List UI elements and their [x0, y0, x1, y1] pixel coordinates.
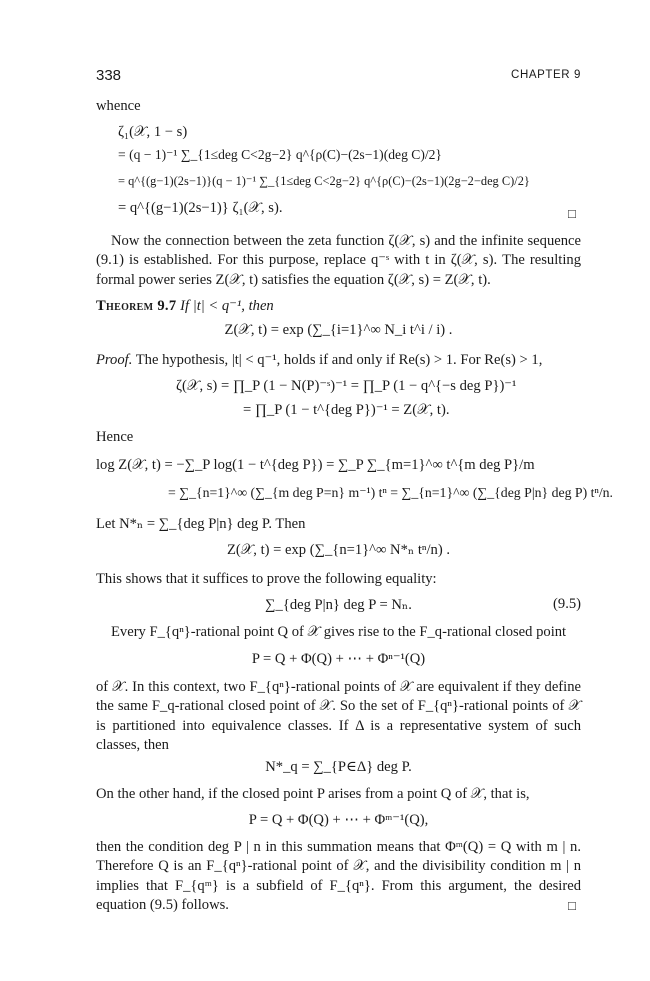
equation-number: (9.5) [553, 596, 581, 612]
equation-line: ζ₁(𝒳, 1 − s) [118, 124, 188, 140]
text-let: Let N*ₙ = ∑_{deg P|n} deg P. Then [96, 516, 306, 532]
equation-line: ζ(𝒳, s) = ∏_P (1 − N(P)⁻ˢ)⁻¹ = ∏_P (1 − q^{−s deg P})⁻¹ [176, 378, 517, 394]
qed-symbol: □ [568, 898, 576, 913]
equation-line: log Z(𝒳, t) = −∑_P log(1 − t^{deg P}) = ∑_P ∑_{m=1}^∞ t^{m deg P}/m [96, 457, 535, 473]
paragraph: of 𝒳. In this context, two F_{qⁿ}-rational points of 𝒳 are equivalent if they define the same F_q-rational closed point of 𝒳. So the set of F_{qⁿ}-rational points of 𝒳 is partitioned into equivalence classes. If Δ is a representative system of such classes, then [96, 679, 581, 753]
paragraph: Every F_{qⁿ}-rational point Q of 𝒳 gives rise to the F_q-rational closed point [111, 624, 567, 640]
display-equation: Z(𝒳, t) = exp (∑_{n=1}^∞ N*ₙ tⁿ/n) . [226, 542, 451, 558]
proof-text: The hypothesis, |t| < q⁻¹, holds if and only if Re(s) > 1. For Re(s) > 1, [135, 352, 543, 368]
equation-line: = q^{(g−1)(2s−1)}(q − 1)⁻¹ ∑_{1≤deg C<2g−2} q^{ρ(C)−(2s−1)(2g−2−deg C)/2} [118, 174, 530, 188]
text-whence: whence [96, 98, 141, 114]
equation-line: = ∑_{n=1}^∞ (∑_{m deg P=n} m⁻¹) tⁿ = ∑_{n=1}^∞ (∑_{deg P|n} deg P) tⁿ/n. [168, 485, 614, 500]
theorem-title: Theorem 9.7 [96, 298, 177, 314]
display-equation: P = Q + Φ(Q) + ⋯ + Φⁿ⁻¹(Q) [251, 651, 426, 667]
display-equation: N*_q = ∑_{P∈Δ} deg P. [265, 759, 412, 775]
theorem-statement: If |t| < q⁻¹, then [180, 298, 274, 314]
display-equation: P = Q + Φ(Q) + ⋯ + Φᵐ⁻¹(Q), [248, 812, 429, 828]
equation-line: = (q − 1)⁻¹ ∑_{1≤deg C<2g−2} q^{ρ(C)−(2s−1)(deg C)/2} [118, 147, 442, 162]
running-header [96, 67, 581, 87]
chapter-label: CHAPTER 9 [511, 69, 581, 81]
page-number: 338 [96, 67, 122, 84]
paragraph: then the condition deg P | n in this summation means that Φᵐ(Q) = Q with m | n. Therefore Q is an F_{qⁿ}-rational point of 𝒳, and the divisibility condition m | n implies that F_{qᵐ} is a subfield of F_{qⁿ}. From this argument, the desired equation (9.5) follows. [96, 839, 581, 913]
display-equation: Z(𝒳, t) = exp (∑_{i=1}^∞ N_i t^i / i) . [224, 322, 453, 338]
qed-symbol: □ [568, 206, 576, 221]
proof-line [96, 351, 542, 369]
paragraph: Now the connection between the zeta function ζ(𝒳, s) and the infinite sequence (9.1) is established. For this purpose, replace q⁻ˢ with t in ζ(𝒳, s). The resulting formal power series Z(𝒳, t) satisfies the equation ζ(𝒳, s) = Z(𝒳, t). [96, 233, 581, 288]
display-equation: ∑_{deg P|n} deg P = Nₙ. [265, 597, 412, 613]
proof-label: Proof. [96, 352, 133, 368]
paragraph: This shows that it suffices to prove the following equality: [96, 571, 437, 587]
paragraph: On the other hand, if the closed point P arises from a point Q of 𝒳, that is, [96, 786, 530, 802]
text-hence: Hence [96, 429, 134, 445]
equation-line: = q^{(g−1)(2s−1)} ζ₁(𝒳, s). [118, 200, 283, 216]
equation-line: = ∏_P (1 − t^{deg P})⁻¹ = Z(𝒳, t). [243, 402, 450, 418]
theorem-header [96, 297, 274, 315]
